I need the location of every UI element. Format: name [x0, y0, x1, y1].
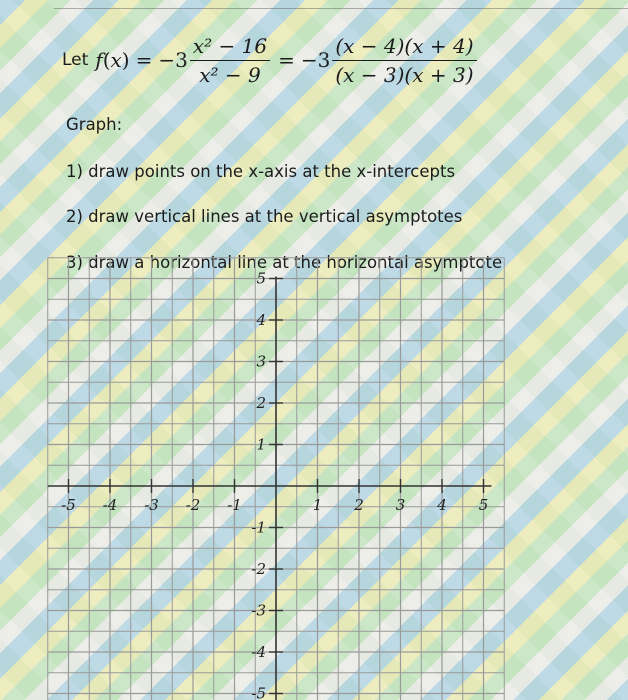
instruction-step-1: 1) draw points on the x-axis at the x-intercepts	[66, 162, 456, 181]
equation-lead-text: Let	[62, 50, 89, 70]
x-tick-label: -5	[61, 496, 76, 514]
y-tick-label: 5	[256, 269, 266, 288]
y-tick-label: 2	[256, 394, 266, 412]
x-tick-label: 2	[354, 496, 364, 514]
x-tick-label: 1	[312, 496, 323, 514]
instruction-step-2: 2) draw vertical lines at the vertical asymptotes	[66, 207, 463, 226]
function-variable: x	[110, 48, 122, 72]
y-tick-label: -5	[251, 684, 266, 700]
y-tick-label: 1	[256, 435, 266, 454]
close-paren: )	[121, 48, 130, 72]
x-tick-label: -1	[227, 496, 242, 514]
y-tick-label: -3	[251, 601, 266, 620]
y-tick-label: 3	[256, 352, 266, 371]
equals-sign: =	[135, 48, 153, 72]
y-tick-label: -4	[251, 643, 266, 661]
equals-sign-2: =	[278, 48, 295, 72]
fraction-factored-denominator: (x − 3)(x + 3)	[335, 62, 474, 87]
fraction-unfactored-numerator: x² − 16	[190, 34, 270, 61]
fraction-factored-numerator: (x − 4)(x + 4)	[332, 34, 476, 61]
open-paren: (	[102, 48, 111, 72]
x-tick-label: 3	[395, 496, 406, 514]
fraction-unfactored-denominator: x² − 9	[199, 62, 261, 87]
y-tick-label: -2	[251, 560, 266, 578]
x-tick-label: -2	[185, 496, 201, 514]
x-tick-label: 4	[437, 496, 447, 514]
y-tick-label: -1	[251, 518, 266, 537]
function-name: f	[95, 48, 103, 72]
y-tick-label: 4	[256, 311, 266, 329]
instruction-step-3: 3) draw a horizontal line at the horizontal asymptote	[66, 253, 503, 272]
x-tick-label: -4	[102, 496, 118, 514]
x-tick-label: 5	[478, 496, 489, 514]
x-tick-label: -3	[144, 496, 159, 514]
coefficient-one: −3	[158, 48, 188, 72]
coefficient-two: −3	[300, 48, 331, 72]
graph-heading: Graph:	[66, 115, 123, 134]
